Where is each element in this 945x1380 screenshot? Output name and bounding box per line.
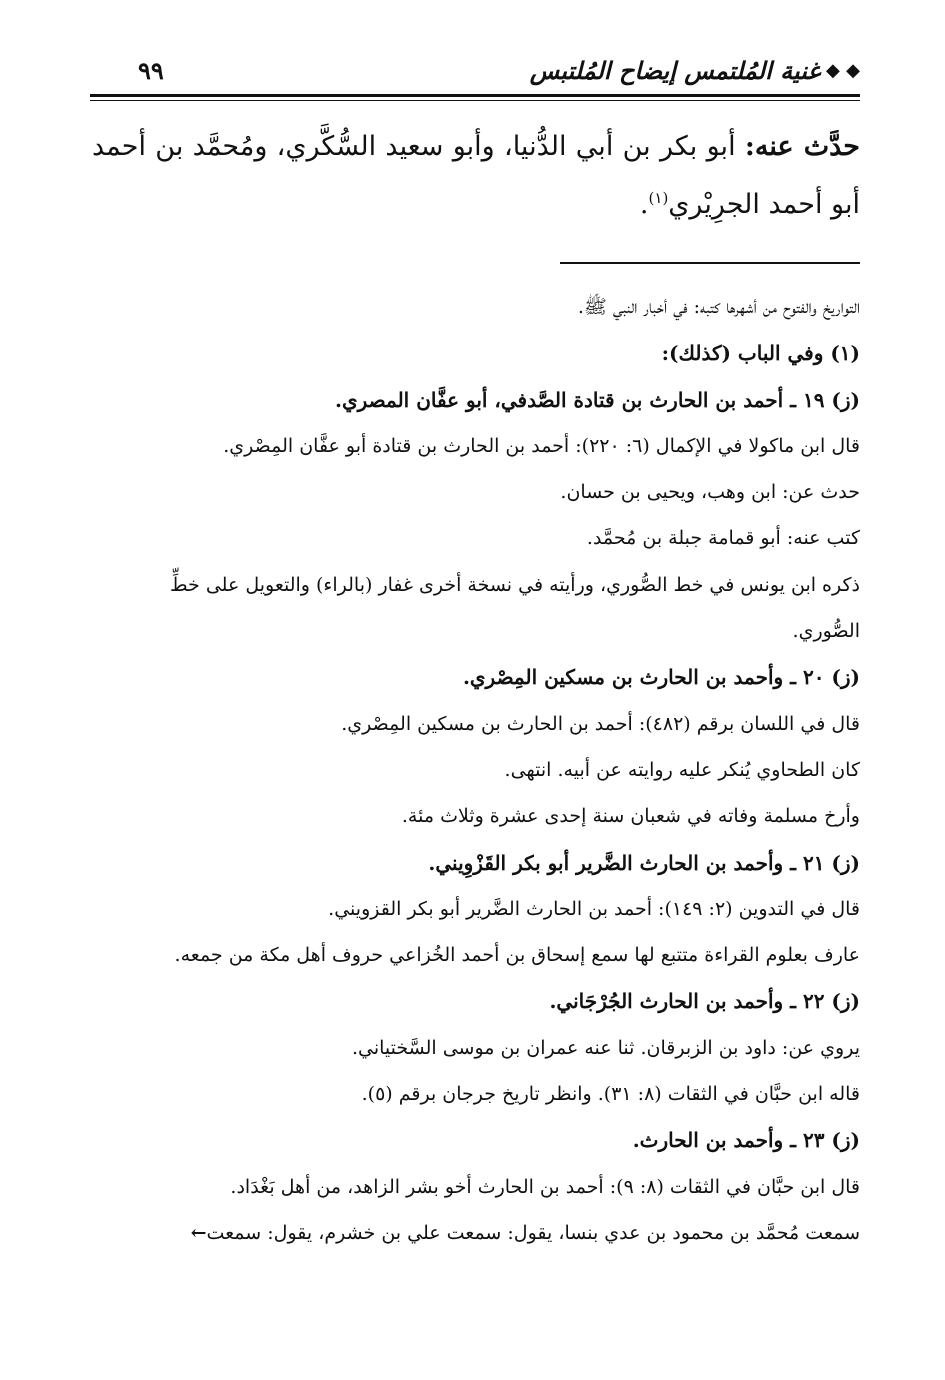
continuation-text: الصُّوري. (792, 620, 860, 643)
footnote-line: التواريخ والفتوح من أشهرها كتبه: في أخبار النبي ﷺ. (577, 296, 860, 318)
main-text-body: أبو بكر بن أبي الدُّنيا، وأبو سعيد السُّكَّري، ومُحمَّد بن أحمد أبو أحمد الجرِيْري (92, 131, 860, 220)
continue-arrow-icon: ← (190, 1221, 207, 1244)
book-title-text: غنية المُلتمس إيضاح المُلتبس (529, 56, 821, 85)
footnote-line: حدث عن: ابن وهب، ويحيى بن حسان. (560, 481, 860, 504)
footnote-line: ذكره ابن يونس في خط الصُّوري، ورأيته في نسخة أخرى غفار (بالراء) والتعويل على خطِّ (170, 573, 860, 596)
footnote-line: قاله ابن حبَّان في الثقات (٨: ٣١). وانظر تاريخ جرجان برقم (٥). (361, 1083, 860, 1106)
footnote-line: وأرخ مسلمة وفاته في شعبان سنة إحدى عشرة وثلاث مئة. (401, 805, 860, 828)
footnote-line: قال في التدوين (٢: ١٤٩): أحمد بن الحارث الضَّرير أبو بكر القزويني. (328, 897, 860, 920)
footnote-separator (560, 262, 860, 264)
footnote-line-continuation (100, 608, 860, 654)
footnote-heading: (١) وفي الباب (كذلك): (661, 341, 860, 366)
running-header (90, 52, 860, 92)
diamond-ornament-icon: ◆ ◆ (826, 60, 860, 81)
footnotes (100, 284, 860, 1256)
footnote-line: عارف بعلوم القراءة متتبع لها سمع إسحاق بن أحمد الخُزاعي حروف أهل مكة من جمعه. (174, 944, 860, 967)
entry-heading: (ز) ٢٠ ـ وأحمد بن الحارث بن مسكين المِصْري. (462, 665, 860, 690)
footnote-line: كان الطحاوي يُنكر عليه روايته عن أبيه. انتهى. (504, 758, 860, 781)
header-rule (90, 94, 860, 97)
footnote-line: قال ابن حبَّان في الثقات (٨: ٩): أحمد بن الحارث أخو بشر الزاهد، من أهل بَغْدَاد. (230, 1175, 860, 1198)
footnote-line: يروي عن: داود بن الزبرقان. ثنا عنه عمران بن موسى السَّختياني. (351, 1036, 860, 1059)
header-rule-thin (90, 100, 860, 101)
footnote-line: قال ابن ماكولا في الإكمال (٦: ٢٢٠): أحمد بن الحارث بن قتادة أبو عفَّان المِصْري. (223, 434, 860, 457)
footnote-reference: (١) (648, 189, 669, 207)
footnote-last-text: سمعت مُحمَّد بن محمود بن عدي بنسا، يقول: سمعت علي بن خشرم، يقول: سمعت (206, 1221, 860, 1244)
entry-heading: (ز) ١٩ ـ أحمد بن الحارث بن قتادة الصَّدفي، أبو عفَّان المصري. (335, 387, 860, 412)
entry-heading: (ز) ٢١ ـ وأحمد بن الحارث الضَّرير أبو بكر القَزْوِيني. (428, 850, 860, 875)
entry-heading: (ز) ٢٢ ـ وأحمد بن الحارث الجُرْجَاني. (549, 989, 860, 1014)
main-text-end: . (639, 189, 649, 220)
book-title (530, 56, 860, 85)
page-number: ٩٩ (138, 56, 164, 85)
main-text-label: حدَّث عنه: (744, 131, 860, 162)
footnote-line-last (100, 1210, 860, 1256)
footnote-line: كتب عنه: أبو قمامة جبلة بن مُحمَّد. (586, 527, 860, 550)
main-text (92, 118, 860, 234)
entry-heading: (ز) ٢٣ ـ وأحمد بن الحارث. (632, 1128, 860, 1153)
footnote-line: قال في اللسان برقم (٤٨٢): أحمد بن الحارث بن مسكين المِصْري. (341, 712, 860, 735)
